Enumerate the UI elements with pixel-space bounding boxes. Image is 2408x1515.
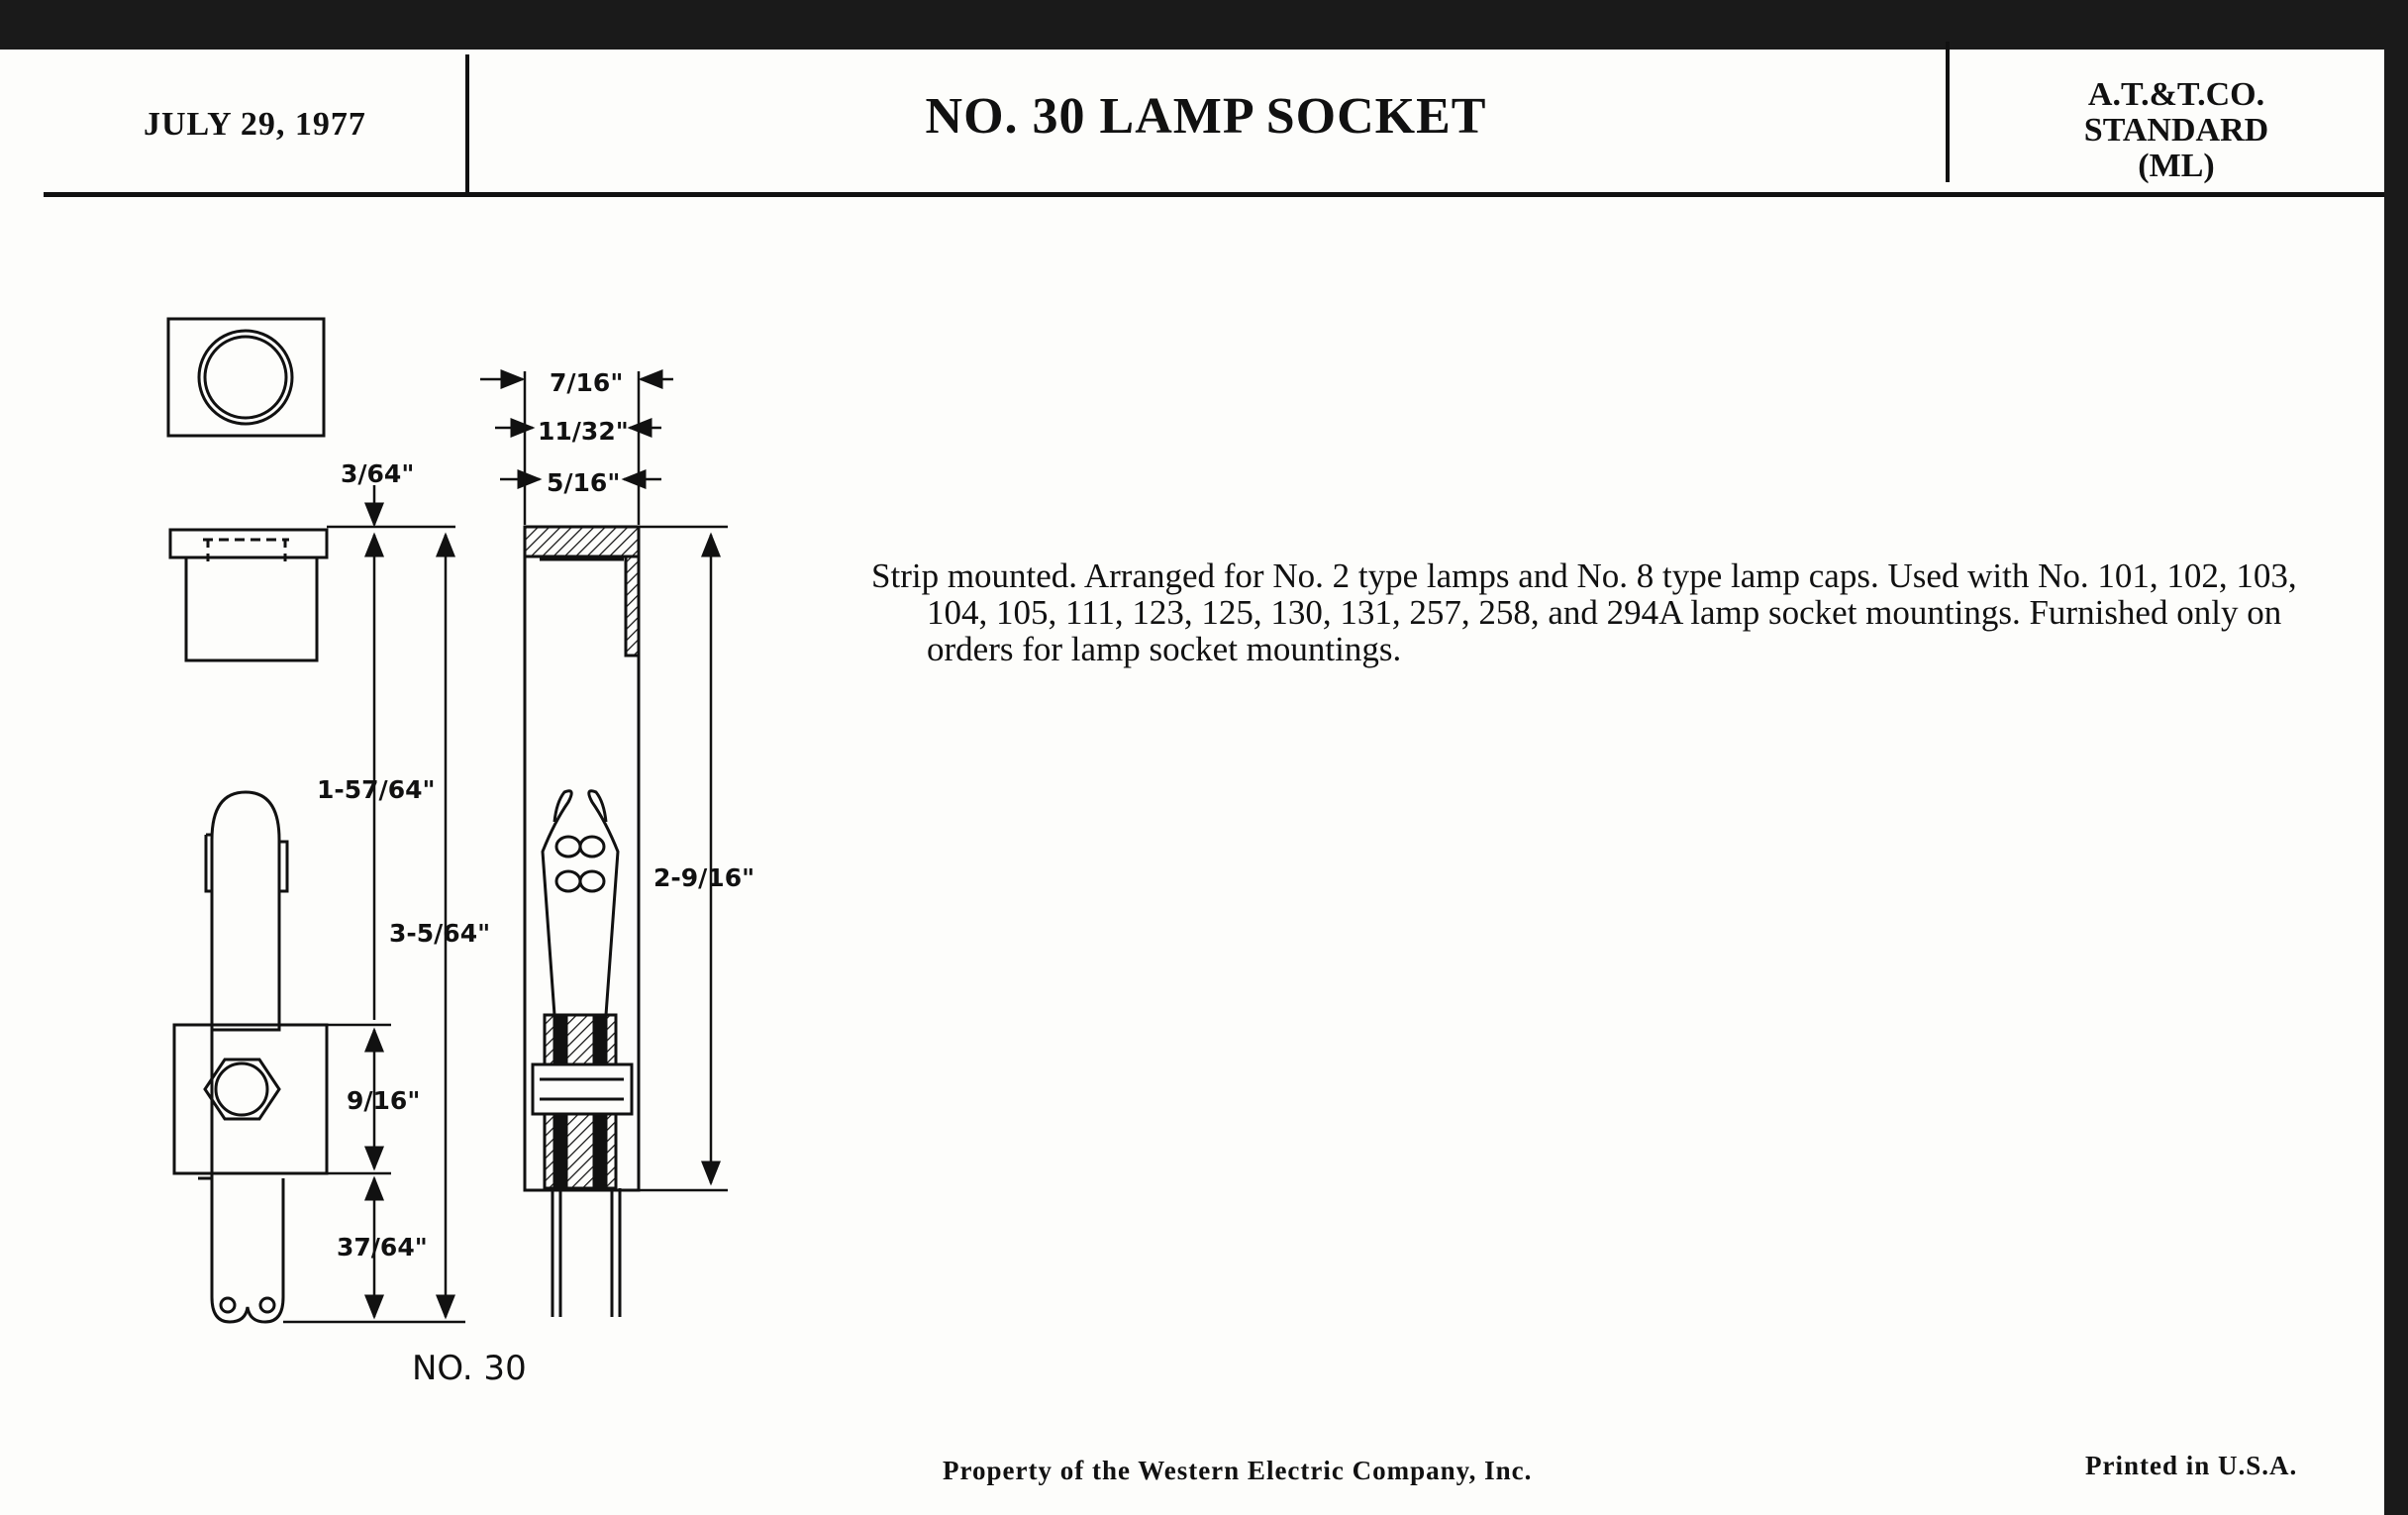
dimension-lines [283,371,728,1322]
socket-section-view [525,527,639,1317]
dim-label-2-9-16: 2-9/16" [653,863,755,892]
dim-label-1-57-64: 1-57/64" [317,775,436,804]
dim-label-3-5-64: 3-5/64" [389,919,491,948]
printed-notice: Printed in U.S.A. [2085,1451,2298,1480]
page-title: NO. 30 LAMP SOCKET [925,88,1487,145]
socket-top-view [168,319,324,436]
drawing-caption: NO. 30 [412,1349,527,1388]
standard-line-3: (ML) [2138,148,2215,184]
socket-side-view [170,530,327,660]
dim-label-7-16: 7/16" [550,368,624,397]
issue-date: JULY 29, 1977 [144,106,366,143]
standard-line-1: A.T.&T.CO. [2087,76,2265,113]
standard-line-2: STANDARD [2083,112,2269,149]
dim-label-37-64: 37/64" [337,1233,428,1262]
socket-front-view [174,792,327,1322]
dim-label-11-32: 11/32" [538,417,629,446]
dim-label-5-16: 5/16" [547,468,621,497]
property-notice: Property of the Western Electric Company, Inc. [943,1456,1533,1485]
description-text: Strip mounted. Arranged for No. 2 type lamps and No. 8 type lamp caps. Used with No. 101, 102, 103, 104, 105, 111, 123, 125, 130, 131, 257, 258, and 294A lamp socket mountings. Furnished only on orders for lamp socket mountings. [871,556,2297,668]
dim-label-3-64: 3/64" [341,459,415,488]
dim-label-9-16: 9/16" [347,1086,421,1115]
